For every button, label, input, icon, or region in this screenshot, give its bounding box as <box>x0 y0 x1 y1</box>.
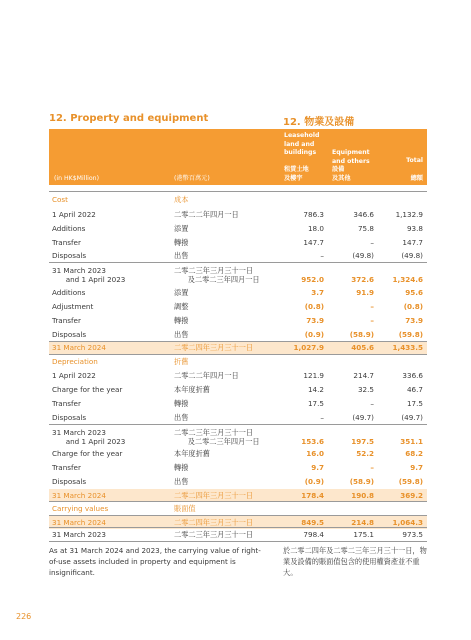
value-equipment: 372.6 <box>351 275 374 284</box>
row-label-zh: 調整 <box>174 302 189 311</box>
row-label-en: Cost <box>52 195 68 204</box>
value-leasehold: 153.6 <box>301 437 324 446</box>
value-total: (49.8) <box>401 251 423 260</box>
value-total: 369.2 <box>400 491 423 500</box>
table-divider <box>49 262 427 263</box>
footnote-zh: 於二零二四年及二零二三年三月三十一日，物業及設備的賬面值包含的使用權資產並不重大。 <box>283 546 427 577</box>
row-label-en: Charge for the year <box>52 449 123 458</box>
value-leasehold: (0.9) <box>304 330 324 339</box>
row-label-en: Disposals <box>52 477 87 486</box>
row-label-zh: 出售 <box>174 330 189 339</box>
value-equipment: 405.6 <box>351 343 374 352</box>
value-equipment: 91.9 <box>356 288 374 297</box>
value-equipment: 190.8 <box>351 491 374 500</box>
value-leasehold: 73.9 <box>306 316 324 325</box>
table-divider <box>49 527 427 528</box>
value-equipment: 175.1 <box>353 530 374 539</box>
row-label-zh: 本年度折舊 <box>174 385 210 394</box>
value-leasehold: 952.0 <box>301 275 324 284</box>
value-total: 9.7 <box>410 463 423 472</box>
row-label-en: Carrying values <box>52 504 109 513</box>
row-label-en: Depreciation <box>52 357 98 366</box>
value-leasehold: – <box>320 251 324 260</box>
row-label-en: Disposals <box>52 251 87 260</box>
row-label-zh: 二零二四年三月三十一日 <box>174 343 254 352</box>
value-leasehold: 147.7 <box>303 238 324 247</box>
value-leasehold: 178.4 <box>301 491 324 500</box>
value-leasehold: 16.0 <box>306 449 324 458</box>
value-total: 351.1 <box>400 437 423 446</box>
value-total: 1,064.3 <box>392 518 423 527</box>
col-leasehold-zh: 租賃土地 及樓宇 <box>284 166 309 182</box>
row-label-en: Transfer <box>52 463 81 472</box>
row-label-zh: 轉撥 <box>174 316 189 325</box>
row-label-en: Transfer <box>52 316 81 325</box>
value-total: (59.8) <box>398 330 423 339</box>
value-equipment: 214.7 <box>353 371 374 380</box>
table-divider <box>49 501 427 502</box>
footnote-en: As at 31 March 2024 and 2023, the carrying value of right-of-use assets included in property and equipment is insignificant. <box>49 546 261 577</box>
value-total: (0.8) <box>403 302 423 311</box>
page-number: 226 <box>16 612 32 621</box>
row-label-en: Additions <box>52 288 86 297</box>
row-label-en: Charge for the year <box>52 385 123 394</box>
row-label-zh: 二零二三年三月三十一日 <box>174 530 254 539</box>
row-label-en: 31 March 2023 <box>52 530 106 539</box>
row-label-en: 1 April 2022 <box>52 371 96 380</box>
row-label-zh: 二零二四年三月三十一日 <box>174 518 254 527</box>
value-leasehold: 849.5 <box>301 518 324 527</box>
value-leasehold: – <box>320 413 324 422</box>
row-label-en: 31 March 2024 <box>52 518 106 527</box>
value-leasehold: 786.3 <box>303 210 324 219</box>
row-label-en: 31 March 2023 and 1 April 2023 <box>52 266 126 284</box>
value-leasehold: 9.7 <box>311 463 324 472</box>
value-leasehold: 121.9 <box>303 371 324 380</box>
value-leasehold: 18.0 <box>307 224 324 233</box>
section-title-en: 12. Property and equipment <box>49 113 209 124</box>
value-total: 95.6 <box>405 288 423 297</box>
row-label-zh: 轉撥 <box>174 238 189 247</box>
row-label-zh: 出售 <box>174 413 189 422</box>
value-equipment: – <box>370 463 374 472</box>
row-label-en: 31 March 2024 <box>52 491 106 500</box>
value-leasehold: 17.5 <box>307 399 324 408</box>
row-label-en: Disposals <box>52 413 87 422</box>
value-equipment: – <box>370 399 374 408</box>
value-equipment: (49.8) <box>352 251 374 260</box>
row-label-zh: 二零二二年四月一日 <box>174 371 239 380</box>
value-leasehold: 14.2 <box>307 385 324 394</box>
value-total: (59.8) <box>398 477 423 486</box>
col-total-zh: 總額 <box>410 175 423 182</box>
value-equipment: – <box>370 238 374 247</box>
row-label-en: 31 March 2024 <box>52 343 106 352</box>
col-leasehold-en: Leasehold land and buildings <box>284 132 320 156</box>
value-equipment: 32.5 <box>357 385 374 394</box>
row-label-zh: 出售 <box>174 251 189 260</box>
row-label-zh: 添置 <box>174 288 189 297</box>
value-total: 17.5 <box>406 399 423 408</box>
unit-label-zh: (港幣百萬元) <box>174 175 210 182</box>
row-label-zh: 轉撥 <box>174 463 189 472</box>
table-divider <box>49 341 427 342</box>
value-equipment: (49.7) <box>352 413 374 422</box>
row-label-zh: 二零二三年三月三十一日 及二零二三年四月一日 <box>174 428 260 446</box>
value-total: 1,132.9 <box>395 210 423 219</box>
value-total: 147.7 <box>402 238 423 247</box>
row-label-en: Additions <box>52 224 86 233</box>
row-label-zh: 轉撥 <box>174 399 189 408</box>
value-equipment: 75.8 <box>357 224 374 233</box>
value-equipment: 52.2 <box>356 449 374 458</box>
table-header <box>49 129 427 185</box>
row-label-zh: 本年度折舊 <box>174 449 210 458</box>
row-label-zh: 二零二二年四月一日 <box>174 210 239 219</box>
row-label-zh: 成本 <box>174 195 189 204</box>
row-label-zh: 二零二四年三月三十一日 <box>174 491 254 500</box>
value-total: 93.8 <box>406 224 423 233</box>
row-label-zh: 賬面值 <box>174 504 196 513</box>
row-label-en: Transfer <box>52 238 81 247</box>
value-equipment: 197.5 <box>351 437 374 446</box>
table-divider <box>49 354 427 355</box>
row-label-en: Adjustment <box>52 302 94 311</box>
row-label-zh: 折舊 <box>174 357 189 366</box>
value-total: 1,433.5 <box>392 343 423 352</box>
value-leasehold: (0.8) <box>304 302 324 311</box>
value-total: 336.6 <box>402 371 423 380</box>
row-label-en: Transfer <box>52 399 81 408</box>
value-equipment: – <box>370 316 374 325</box>
col-equipment-en: Equipment and others <box>332 149 370 165</box>
value-leasehold: 798.4 <box>303 530 324 539</box>
col-total-en: Total <box>406 157 423 164</box>
value-equipment: 214.8 <box>351 518 374 527</box>
value-leasehold: 3.7 <box>311 288 324 297</box>
table-divider <box>49 191 427 192</box>
row-label-zh: 出售 <box>174 477 189 486</box>
value-total: 68.2 <box>405 449 423 458</box>
row-label-zh: 添置 <box>174 224 189 233</box>
value-leasehold: (0.9) <box>304 477 324 486</box>
value-equipment: (58.9) <box>349 330 374 339</box>
row-label-en: 1 April 2022 <box>52 210 96 219</box>
value-equipment: 346.6 <box>353 210 374 219</box>
table-divider <box>49 424 427 425</box>
col-equipment-zh: 設備 及其他 <box>332 166 351 182</box>
table-divider <box>49 541 427 542</box>
value-total: 46.7 <box>406 385 423 394</box>
row-label-en: 31 March 2023 and 1 April 2023 <box>52 428 126 446</box>
row-label-en: Disposals <box>52 330 87 339</box>
value-total: 973.5 <box>402 530 423 539</box>
row-label-zh: 二零二三年三月三十一日 及二零二三年四月一日 <box>174 266 260 284</box>
value-equipment: – <box>370 302 374 311</box>
value-total: (49.7) <box>401 413 423 422</box>
value-leasehold: 1,027.9 <box>293 343 324 352</box>
section-title-zh: 12. 物業及設備 <box>283 117 355 128</box>
table-divider <box>49 515 427 516</box>
value-total: 73.9 <box>405 316 423 325</box>
value-total: 1,324.6 <box>392 275 423 284</box>
value-equipment: (58.9) <box>349 477 374 486</box>
unit-label-en: (in HK$Million) <box>54 175 100 182</box>
